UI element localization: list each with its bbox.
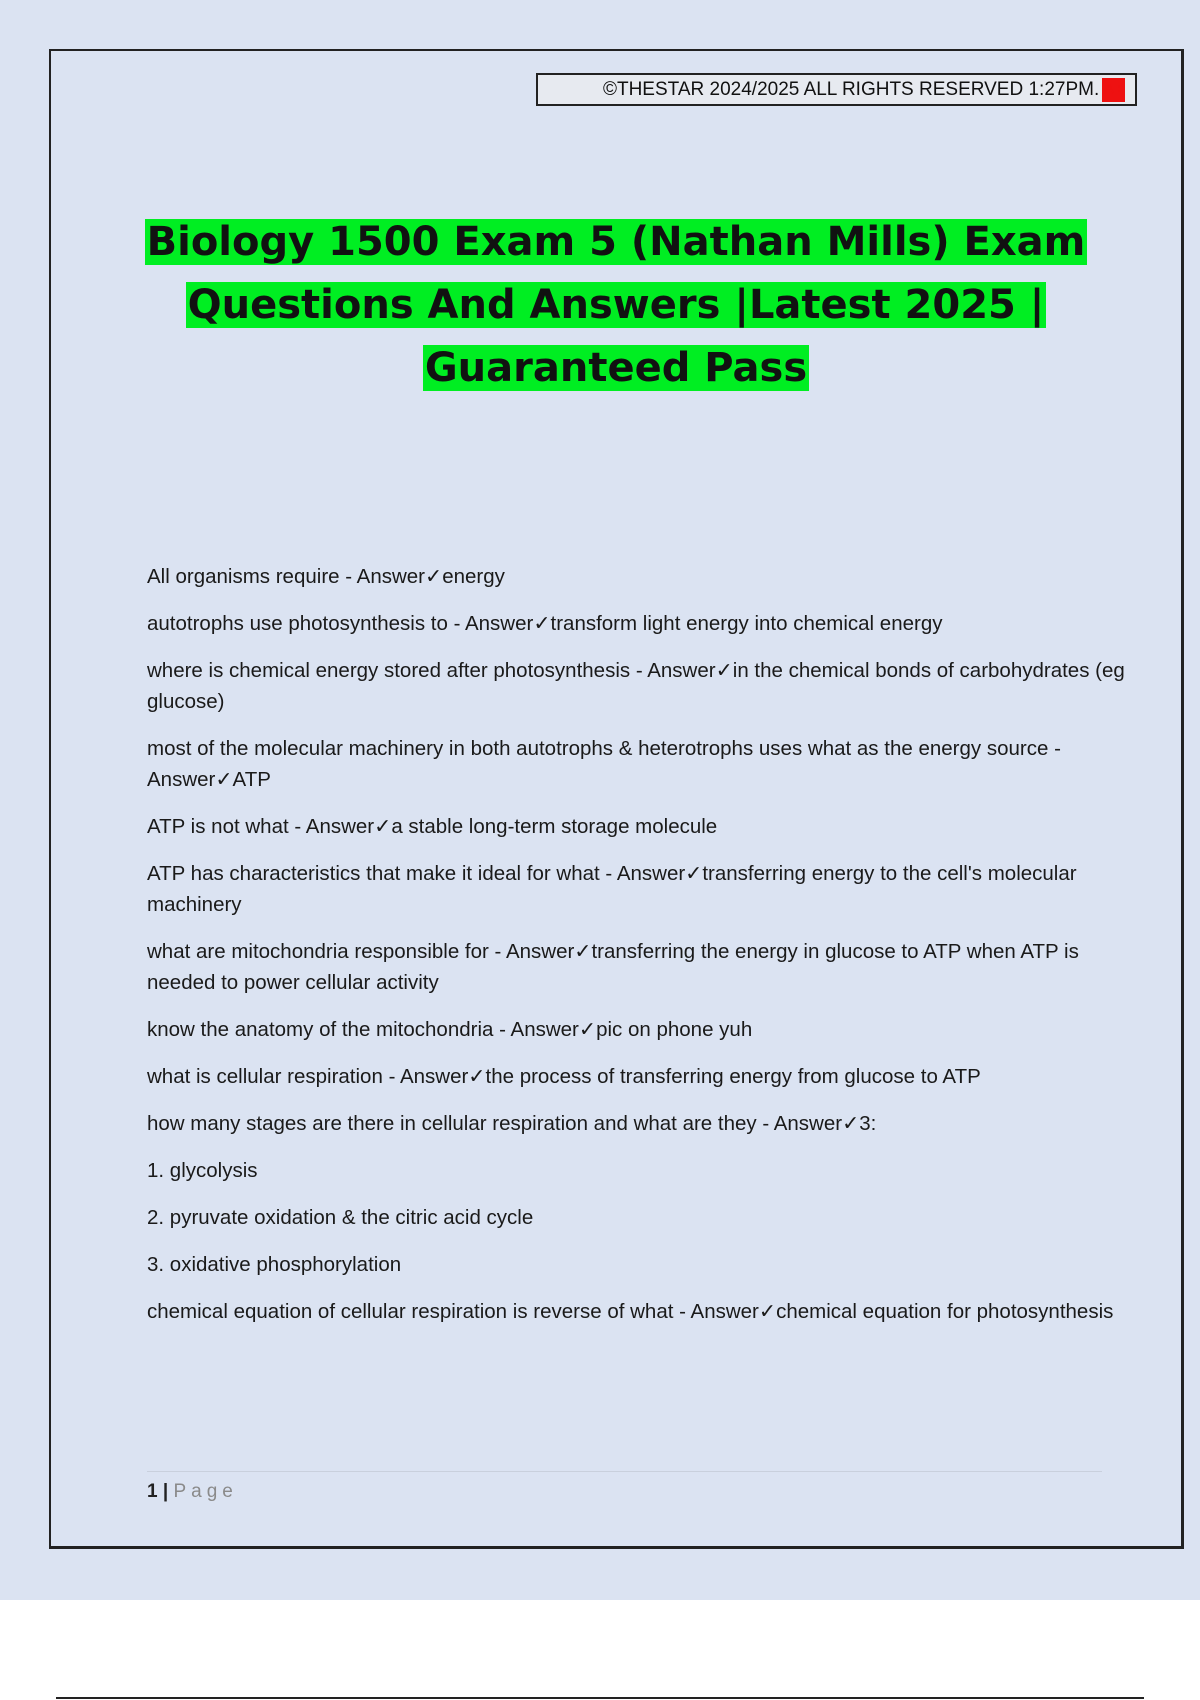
qa-item — [147, 1061, 1127, 1092]
answer-text: the process of transferring energy from glucose to ATP — [485, 1065, 981, 1088]
question-text: most of the molecular machinery in both autotrophs & heterotrophs uses what as the energy source — [147, 737, 1049, 760]
qa-item — [147, 1014, 1127, 1045]
page-footer — [147, 1481, 238, 1503]
title-line: Guaranteed Pass — [424, 345, 808, 391]
qa-item — [147, 811, 1127, 842]
answer-text: 3: — [859, 1112, 877, 1135]
qa-item — [147, 561, 1127, 592]
question-text: how many stages are there in cellular respiration and what are they — [147, 1112, 757, 1135]
answer-marker: - Answer✓ — [679, 1300, 777, 1323]
page-label: Page — [173, 1481, 238, 1502]
qa-item — [147, 936, 1127, 998]
question-text: chemical equation of cellular respiration is reverse of what — [147, 1300, 674, 1323]
question-text: ATP has characteristics that make it ideal for what — [147, 862, 600, 885]
copyright-text: ©THESTAR 2024/2025 ALL RIGHTS RESERVED 1:27PM. — [602, 78, 1100, 100]
answer-marker: - Answer✓ — [294, 815, 392, 838]
answer-text: energy — [442, 565, 505, 588]
answer-text: transform light energy into chemical energy — [550, 612, 943, 635]
qa-item — [147, 655, 1127, 717]
answer-text: pic on phone yuh — [596, 1018, 753, 1041]
document-title — [101, 211, 1131, 400]
page-number: 1 — [147, 1481, 158, 1502]
answer-text: chemical equation for photosynthesis — [776, 1300, 1114, 1323]
qa-list — [147, 561, 1127, 1343]
qa-item — [147, 1108, 1127, 1139]
footer-divider — [147, 1471, 1102, 1472]
qa-item — [147, 608, 1127, 639]
qa-item — [147, 858, 1127, 920]
answer-text: a stable long-term storage molecule — [391, 815, 718, 838]
next-page-edge — [56, 1697, 1144, 1699]
answer-text: in the chemical bonds of carbohydrates (eg glucose) — [147, 659, 1125, 713]
answer-marker: - Answer✓ — [762, 1112, 860, 1135]
answer-text: ATP — [232, 768, 271, 791]
question-text: autotrophs use photosynthesis to — [147, 612, 448, 635]
answer-marker: - Answer✓ — [147, 737, 1061, 791]
stage-item: 2. pyruvate oxidation & the citric acid cycle — [147, 1206, 534, 1229]
document-page — [49, 49, 1184, 1549]
answer-marker: - Answer✓ — [453, 612, 551, 635]
stage-item: 3. oxidative phosphorylation — [147, 1253, 402, 1276]
question-text: where is chemical energy stored after photosynthesis — [147, 659, 631, 682]
question-text: what is cellular respiration — [147, 1065, 383, 1088]
grade-badge: A+ — [1102, 78, 1125, 102]
copyright-header — [536, 73, 1137, 106]
answer-marker: - Answer✓ — [388, 1065, 486, 1088]
qa-item — [147, 1296, 1127, 1327]
stage-item: 1. glycolysis — [147, 1159, 258, 1182]
question-text: ATP is not what — [147, 815, 289, 838]
answer-marker: - Answer✓ — [635, 659, 733, 682]
question-text: know the anatomy of the mitochondria — [147, 1018, 494, 1041]
answer-text: transferring energy to the cell's molecular machinery — [147, 862, 1077, 916]
answer-marker: - Answer✓ — [345, 565, 443, 588]
answer-marker: - Answer✓ — [605, 862, 703, 885]
question-text: what are mitochondria responsible for — [147, 940, 489, 963]
title-line: Questions And Answers |Latest 2025 | — [187, 282, 1045, 328]
answer-text: transferring the energy in glucose to ATP when ATP is needed to power cellular activity — [147, 940, 1079, 994]
question-text: All organisms require — [147, 565, 340, 588]
qa-item — [147, 733, 1127, 795]
title-line: Biology 1500 Exam 5 (Nathan Mills) Exam — [146, 219, 1086, 265]
answer-marker: - Answer✓ — [499, 1018, 597, 1041]
answer-marker: - Answer✓ — [494, 940, 592, 963]
footer-separator: | — [162, 1481, 169, 1502]
